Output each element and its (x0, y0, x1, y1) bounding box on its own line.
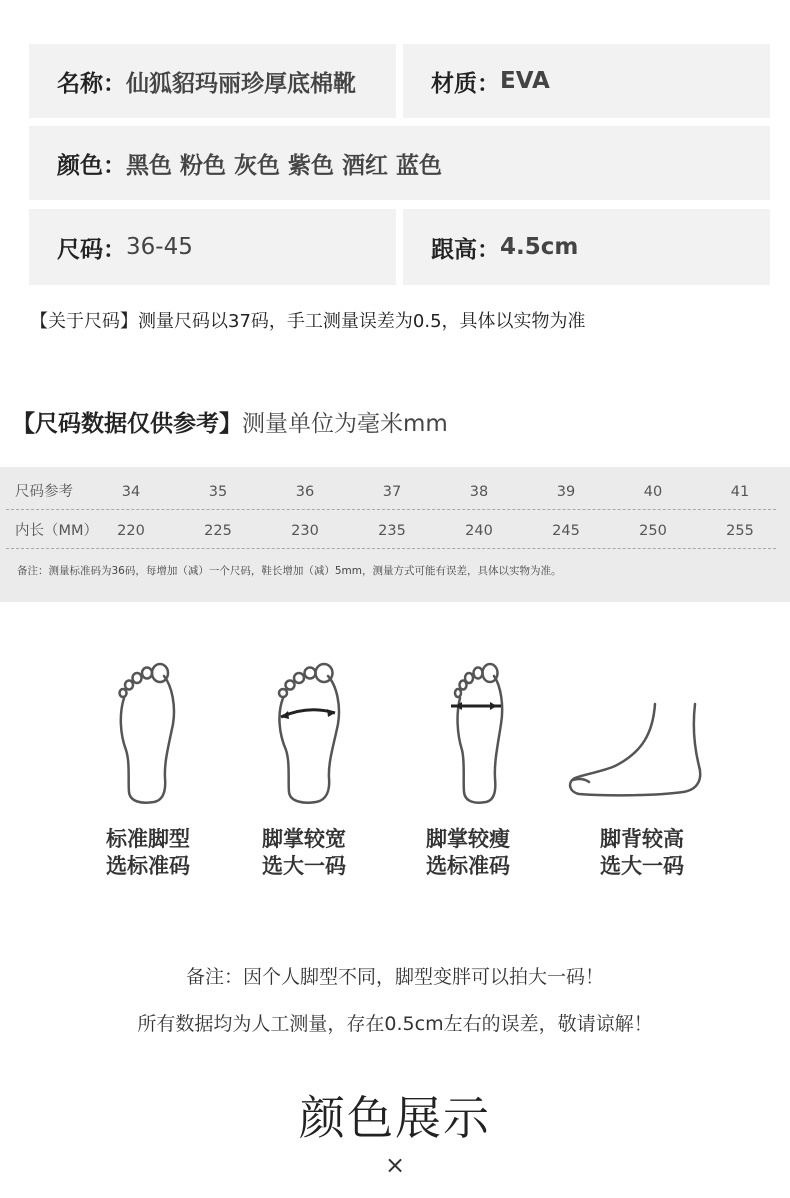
length-cell: 230 (291, 523, 319, 539)
foot-caption-line: 脚背较高 (600, 827, 684, 851)
remark-line-1: 备注：因个人脚型不同，脚型变胖可以拍大一码！ (185, 966, 604, 988)
foot-caption-line: 选大一码 (600, 854, 684, 878)
high-instep-foot-icon (565, 662, 710, 807)
size-cell: 40 (643, 484, 663, 500)
size-chart-title-bold: 【尺码数据仅供参考】 (12, 411, 242, 437)
foot-caption-line: 选标准码 (426, 854, 510, 878)
spec-size-label: 尺码： (57, 236, 126, 263)
spec-name-label: 名称： (57, 70, 126, 97)
spec-name-value: 仙狐貂玛丽珍厚底棉靴 (126, 70, 356, 97)
length-cell: 250 (639, 523, 667, 539)
foot-caption-wide (262, 826, 346, 880)
spec-color-value: 黑色 粉色 灰色 紫色 酒红 蓝色 (126, 152, 443, 179)
spec-name (29, 44, 396, 118)
size-row (0, 474, 790, 510)
narrow-foot-icon (443, 662, 523, 807)
size-cell: 41 (730, 484, 750, 500)
close-icon: × (384, 1151, 406, 1179)
size-cell: 37 (382, 484, 402, 500)
length-cell: 235 (378, 523, 406, 539)
length-cell: 255 (726, 523, 754, 539)
length-row-label: 内长（MM） (15, 523, 99, 539)
size-table (0, 467, 790, 602)
spec-size (29, 209, 396, 285)
size-cell: 39 (556, 484, 576, 500)
foot-caption-narrow (426, 826, 510, 880)
size-table-note: 备注：测量标准码为36码，每增加（减）一个尺码，鞋长增加（减）5mm，测量方式可能有误差，具体以实物为准。 (17, 565, 562, 577)
remark-line-2: 所有数据均为人工测量，存在0.5cm左右的误差，敬请谅解！ (137, 1013, 653, 1035)
length-cell: 225 (204, 523, 232, 539)
spec-heel-label: 跟高： (431, 236, 500, 263)
length-cell: 220 (117, 523, 145, 539)
size-chart-title-unit: 测量单位为毫米mm (242, 411, 448, 437)
foot-caption-high-instep (600, 826, 684, 880)
spec-material-value: EVA (500, 68, 550, 94)
foot-caption-line: 选标准码 (106, 854, 190, 878)
length-row (0, 513, 790, 549)
section-heading: 颜色展示 (299, 1091, 491, 1145)
spec-material-label: 材质： (431, 70, 500, 97)
foot-caption-standard (106, 826, 190, 880)
foot-caption-line: 脚掌较宽 (262, 827, 346, 851)
spec-size-value: 36-45 (126, 234, 193, 260)
spec-color-label: 颜色： (57, 152, 126, 179)
spec-color (29, 126, 770, 200)
size-cell: 36 (295, 484, 315, 500)
standard-foot-icon (110, 662, 190, 807)
spec-material (403, 44, 770, 118)
dashed-divider (6, 548, 776, 549)
size-cell: 34 (121, 484, 141, 500)
size-note: 【关于尺码】测量尺码以37码，手工测量误差为0.5，具体以实物为准 (30, 311, 586, 332)
length-cell: 245 (552, 523, 580, 539)
spec-heel (403, 209, 770, 285)
wide-foot-icon (272, 662, 352, 807)
foot-caption-line: 标准脚型 (106, 827, 190, 851)
spec-heel-value: 4.5cm (500, 234, 579, 260)
size-cell: 35 (208, 484, 228, 500)
size-row-label: 尺码参考 (15, 484, 73, 500)
size-chart-title (12, 405, 448, 438)
foot-caption-line: 脚掌较瘦 (426, 827, 510, 851)
length-cell: 240 (465, 523, 493, 539)
foot-caption-line: 选大一码 (262, 854, 346, 878)
size-cell: 38 (469, 484, 489, 500)
dashed-divider (6, 509, 776, 510)
